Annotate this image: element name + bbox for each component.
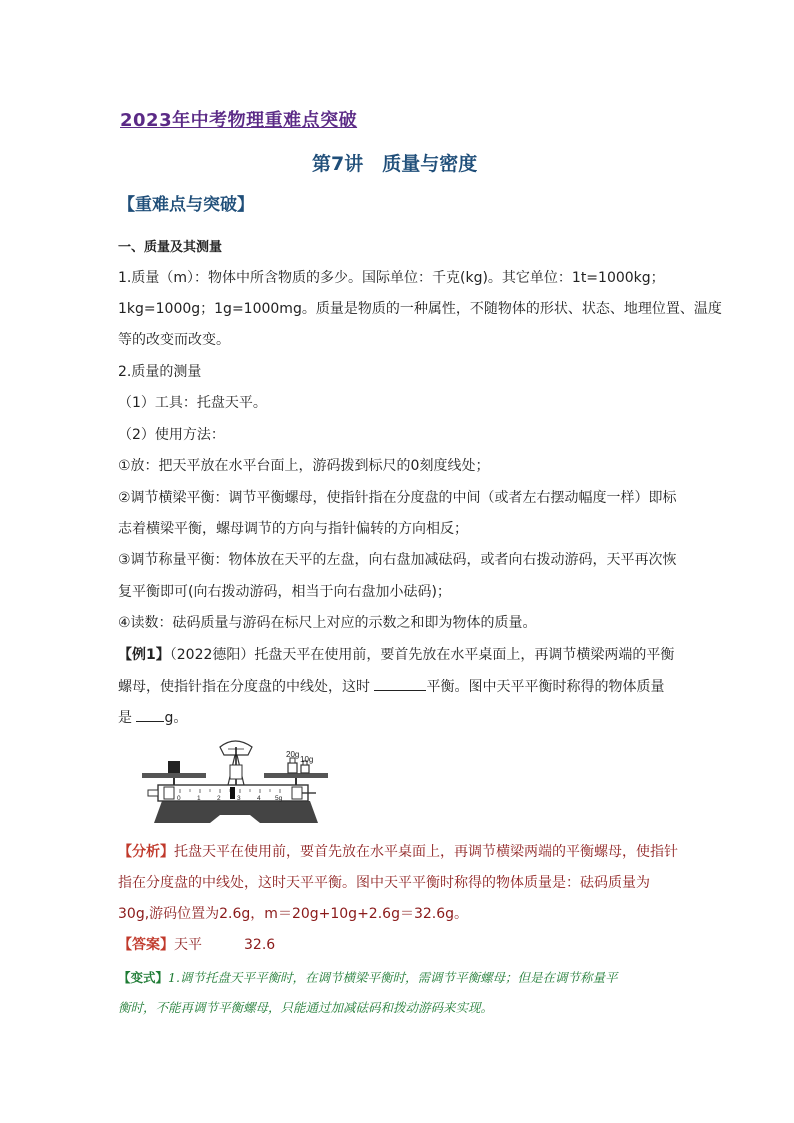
scale-tick-label: 0 [177, 795, 181, 802]
example-tag: 【例1】 [118, 647, 170, 663]
analysis-line: 指在分度盘的中线处，这时天平平衡。图中天平平衡时称得的物体质量是：砝码质量为 [118, 875, 650, 891]
answer-value: 天平 [174, 937, 202, 953]
scale-tick-label: 1 [197, 795, 201, 802]
paragraph-line: 复平衡即可(向右拨动游码，相当于向右盘加小砝码)； [118, 584, 451, 600]
scale-tick-label: 4 [257, 795, 261, 802]
paragraph-line: 1kg=1000g；1g=1000mg。质量是物质的一种属性，不随物体的形状、状态、地理位置、温度 [118, 301, 722, 317]
example-text: g。 [164, 710, 188, 726]
object-block [168, 761, 180, 773]
weight-label: 20g [286, 750, 300, 759]
paragraph-line: ④读数：砝码质量与游码在标尺上对应的示数之和即为物体的质量。 [118, 615, 537, 631]
right-pan [264, 773, 328, 778]
example-line [118, 676, 664, 697]
paragraph-line: ②调节横梁平衡：调节平衡螺母，使指针指在分度盘的中间（或者左右摆动幅度一样）即标 [118, 490, 677, 506]
variant-line [118, 968, 617, 988]
analysis-text: 托盘天平在使用前，要首先放在水平桌面上，再调节横梁两端的平衡螺母，使指针 [174, 844, 678, 860]
example-text: 螺母，使指针指在分度盘的中线处，这时 [118, 679, 375, 695]
variant-line: 衡时，不能再调节平衡螺母，只能通过加减砝码和拨动游码来实现。 [118, 1000, 494, 1015]
scale-tick-label: 3 [237, 795, 241, 802]
paragraph-line: 等的改变而改变。 [118, 332, 230, 348]
analysis-tag: 【分析】 [118, 844, 174, 860]
section-heading: 一、质量及其测量 [118, 240, 223, 255]
scale-tick-label: 2 [217, 795, 221, 802]
paragraph-line: ③调节称量平衡：物体放在天平的左盘，向右盘加减砝码，或者向右拨动游码，天平再次恢 [118, 552, 677, 568]
example-line [118, 707, 187, 728]
variant-text: 1.调节托盘天平平衡时，在调节横梁平衡时，需调节平衡螺母；但是在调节称量平 [168, 970, 618, 985]
weight-10g [301, 765, 309, 773]
analysis-line: 30g,游码位置为2.6g，m＝20g+10g+2.6g＝32.6g。 [118, 906, 469, 922]
balance-figure [140, 735, 330, 830]
left-pan [142, 773, 206, 778]
analysis-line [118, 842, 678, 862]
paragraph-line: 2.质量的测量 [118, 364, 202, 380]
answer-blank[interactable] [374, 676, 426, 691]
variant-tag: 【变式】 [118, 970, 169, 985]
weight-label: 10g [300, 755, 314, 764]
example-text: （2022德阳）托盘天平在使用前，要首先放在水平桌面上，再调节横梁两端的平衡 [169, 647, 675, 663]
paragraph-line: 1.质量（m）：物体中所含物质的多少。国际单位：千克(kg)。其它单位：1t=1000kg； [118, 270, 665, 286]
example-text: 平衡。图中天平平衡时称得的物体质量 [426, 679, 665, 695]
lesson-title: 第7讲 质量与密度 [312, 153, 478, 175]
weight-20g [288, 763, 297, 773]
answer-line [118, 935, 275, 955]
section-title: 【重难点与突破】 [118, 195, 254, 215]
scale-tick-label: 5g [275, 795, 283, 802]
answer-tag: 【答案】 [118, 937, 174, 953]
answer-value: 32.6 [244, 937, 276, 953]
answer-blank[interactable] [136, 707, 164, 722]
paragraph-line: 志着横梁平衡，螺母调节的方向与指针偏转的方向相反； [118, 521, 468, 537]
paragraph-line: （2）使用方法： [118, 427, 225, 443]
paragraph-line: （1）工具：托盘天平。 [118, 395, 267, 411]
series-title: 2023年中考物理重难点突破 [120, 110, 358, 131]
paragraph-line: ①放：把天平放在水平台面上，游码拨到标尺的0刻度线处； [118, 458, 490, 474]
example-text: 是 [118, 710, 137, 726]
rider [230, 787, 235, 799]
example-line [118, 645, 674, 665]
